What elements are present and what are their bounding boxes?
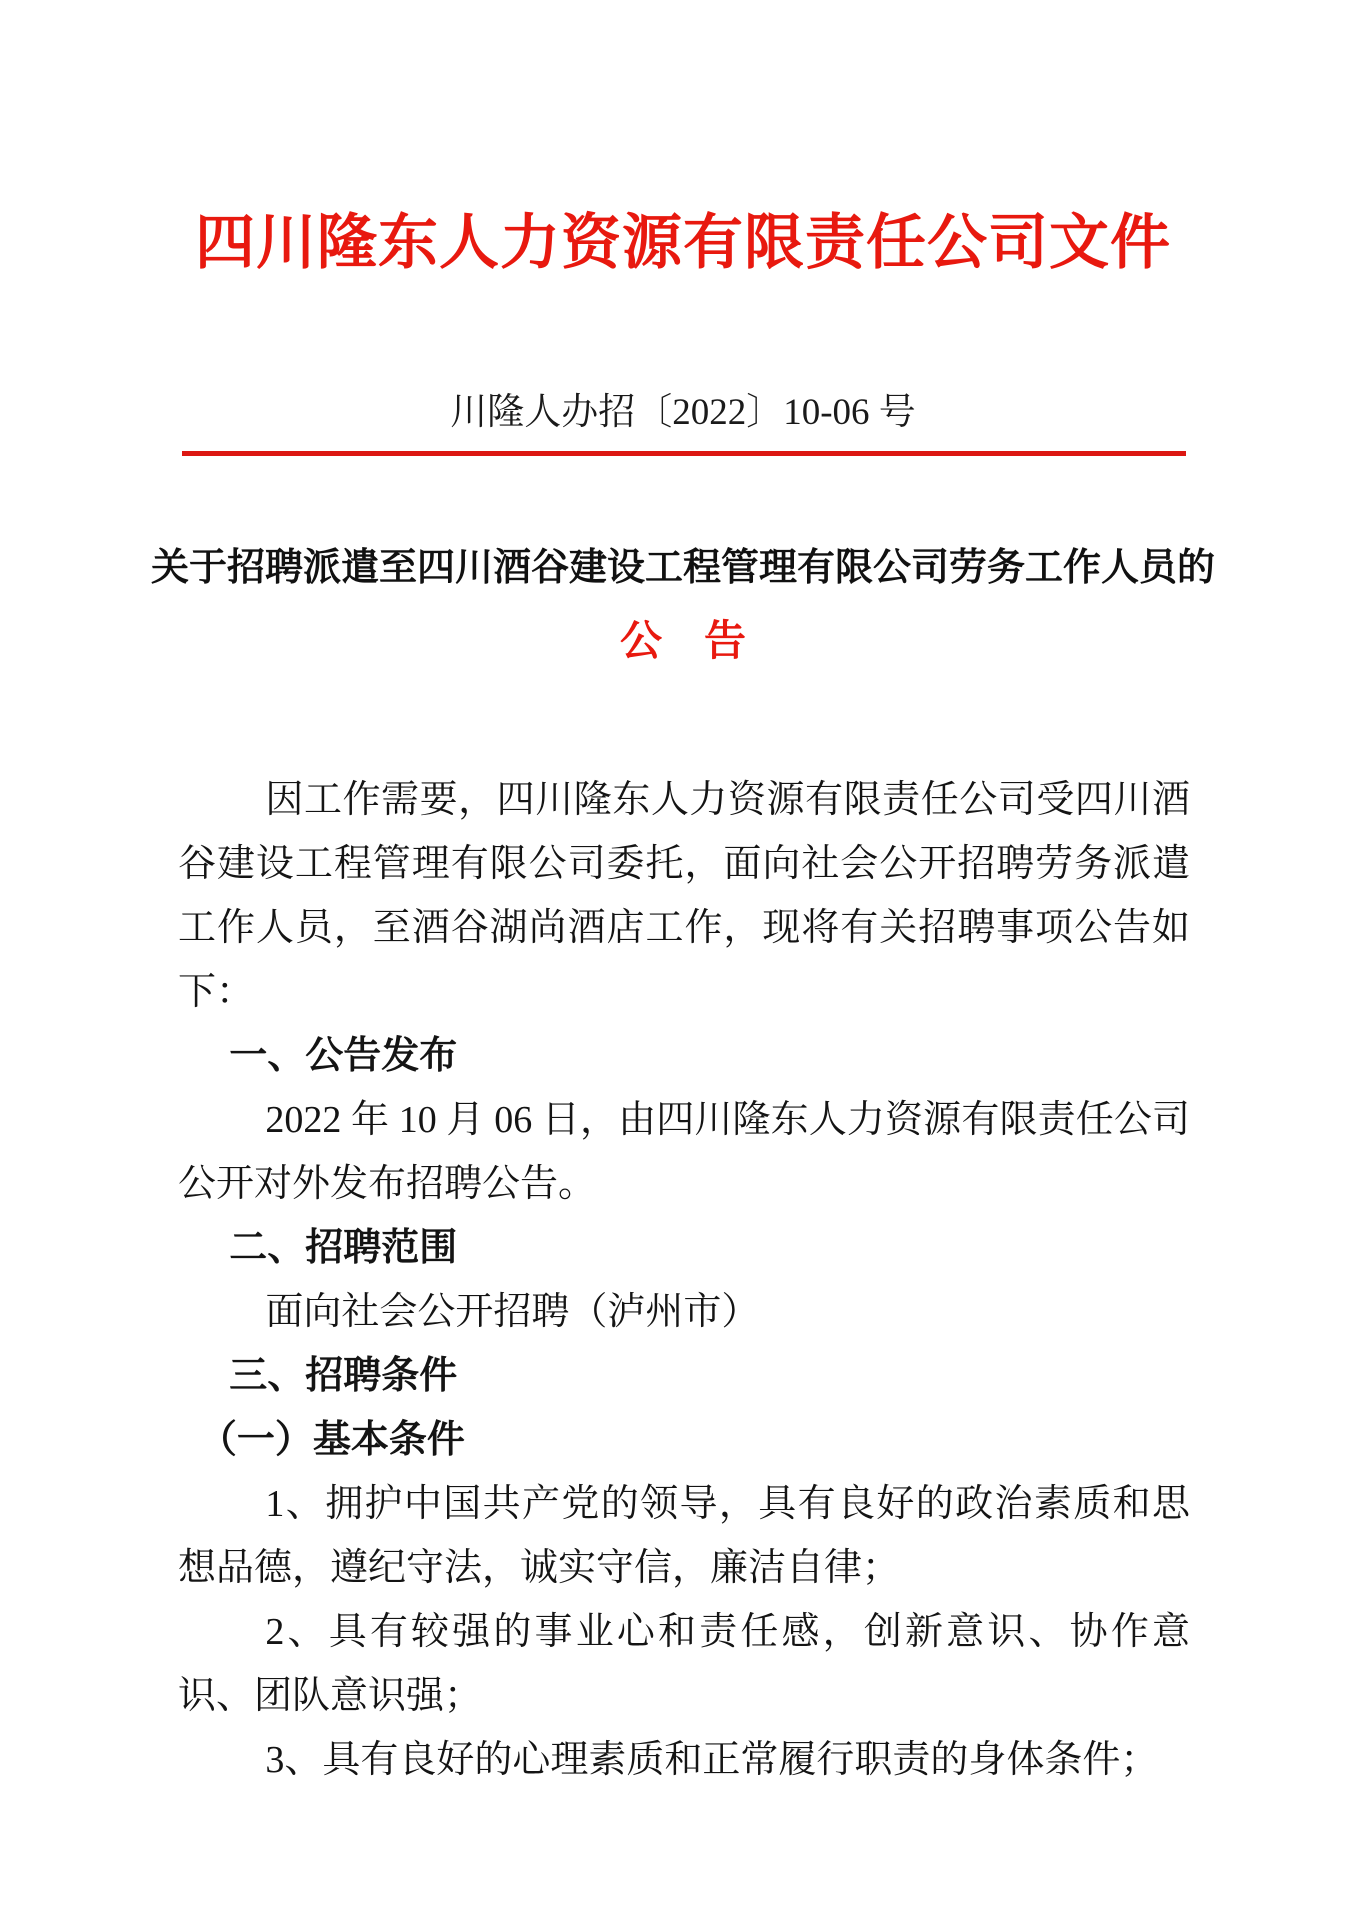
section-heading: 一、公告发布	[229, 1035, 458, 1077]
paragraph: 面向社会公开招聘（泸州市）	[265, 1291, 760, 1333]
paragraph: 3、具有良好的心理素质和正常履行职责的身体条件；	[265, 1739, 1159, 1781]
paragraph: 1、拥护中国共产党的领导，具有良好的政治素质和思想品德，遵纪守法，诚实守信，廉洁自律；	[178, 1483, 1190, 1589]
paragraph: 2022 年 10 月 06 日，由四川隆东人力资源有限责任公司公开对外发布招聘公告。	[178, 1099, 1190, 1205]
paragraph: 2、具有较强的事业心和责任感，创新意识、协作意识、团队意识强；	[178, 1611, 1190, 1717]
document-body	[178, 768, 1190, 1792]
paragraph: 因工作需要，四川隆东人力资源有限责任公司受四川酒谷建设工程管理有限公司委托，面向社会公开招聘劳务派遣工作人员，至酒谷湖尚酒店工作，现将有关招聘事项公告如下：	[178, 779, 1190, 1013]
section-heading: （一）基本条件	[198, 1419, 465, 1461]
notice-subject-title: 关于招聘派遣至四川酒谷建设工程管理有限公司劳务工作人员的	[150, 547, 1215, 589]
section-heading: 二、招聘范围	[229, 1227, 458, 1269]
company-letterhead-title: 四川隆东人力资源有限责任公司文件	[195, 210, 1171, 276]
document-number: 川隆人办招〔2022〕10-06 号	[450, 392, 916, 433]
letterhead-divider-rule	[182, 451, 1186, 456]
notice-type-label: 公 告	[619, 619, 746, 665]
section-heading: 三、招聘条件	[229, 1355, 458, 1397]
